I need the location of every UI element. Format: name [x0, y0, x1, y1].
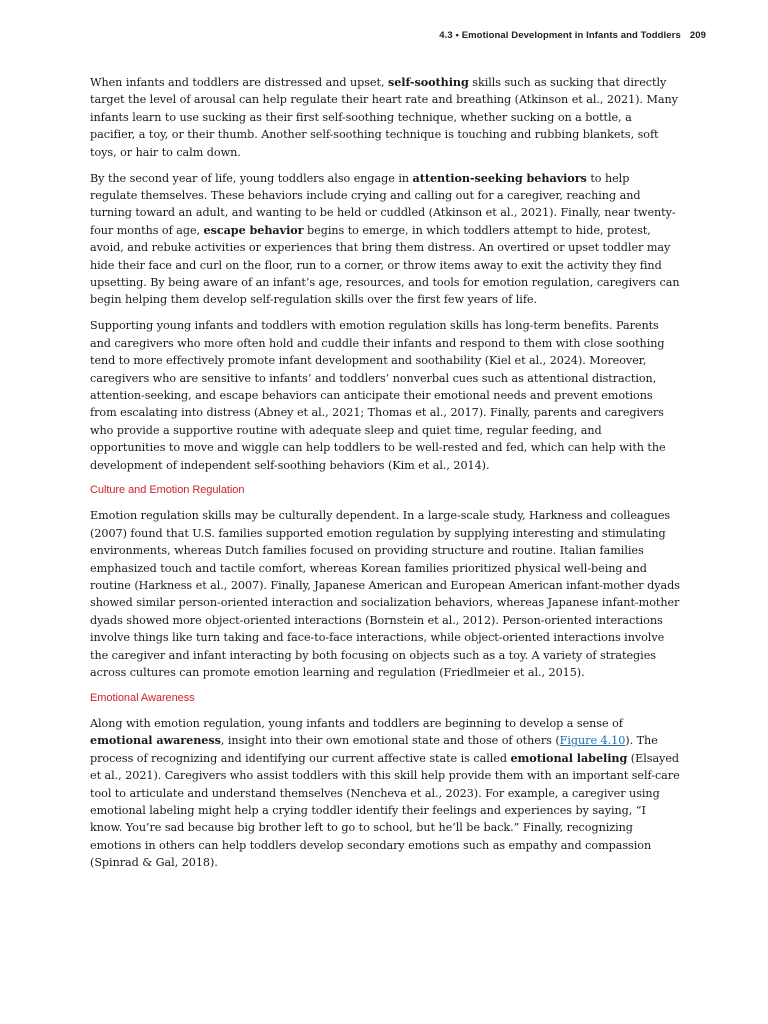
- text-run: begins to emerge, in which toddlers attempt to hide, protest, avoid, and rebuke activities or experiences that bring them distress. An overtired or upset toddler may hide their face and curl on the floor, run to a corner, or throw items away to exit the activity they find upsetting. By being aware of an infant’s age, resources, and tools for emotion regulation, caregivers can begin helping them develop self-regulation skills over the first few years of life.: [90, 223, 680, 307]
- key-term-emotional-awareness: emotional awareness: [90, 733, 221, 748]
- text-run: skills such as sucking that directly target the level of arousal can help regulate their heart rate and breathing (Atkinson et al., 2021). Many infants learn to use sucking as their first self-soothing technique, whether sucking on a bottle, a pacifier, a toy, or their thumb. Another self-soothing technique is touching and rubbing blankets, soft toys, or hair to calm down.: [90, 76, 678, 159]
- paragraph-long-term-benefits: Supporting young infants and toddlers with emotion regulation skills has long-term benefits. Parents and caregivers who more often hold and cuddle their infants and respond to them with close soothing tend to more effectively promote infant development and soothability (Kiel et al., 2024). Moreover, caregivers who are sensitive to infants’ and toddlers’ nonverbal cues such as attentional distraction, attention-seeking, and escape behaviors can anticipate their emotional needs and prevent emotions from escalating into distress (Abney et al., 2021; Thomas et al., 2017). Finally, parents and caregivers who provide a supportive routine with adequate sleep and quiet time, regular feeding, and opportunities to move and wiggle can help toddlers to be well-rested and fed, which can help with the development of independent self-soothing behaviors (Kim et al., 2014).: [90, 319, 666, 472]
- section-heading-emotional-awareness: Emotional Awareness: [90, 692, 195, 704]
- text-run: By the second year of life, young toddlers also engage in: [90, 171, 413, 185]
- text-run: to help regulate themselves. These behaviors include crying and calling out for a caregiver, reaching and turning toward an adult, and wanting to be held or cuddled (Atkinson et al., 2021). Finally, near twenty-four months of age,: [90, 171, 676, 237]
- page-number: 209: [689, 30, 706, 41]
- figure-link[interactable]: Figure 4.10: [559, 734, 626, 748]
- section-heading-culture: Culture and Emotion Regulation: [90, 484, 245, 497]
- key-term-escape-behavior: escape behavior: [203, 222, 304, 237]
- key-term-self-soothing: self-soothing: [387, 75, 469, 89]
- page-body: [90, 74, 680, 880]
- text-run: (Elsayed et al., 2021). Caregivers who assist toddlers with this skill help provide them with an important self-care tool to articulate and understand themselves (Nencheva et al., 2023). For example, a caregiver using emotional labeling might help a crying toddler identify their feelings and experiences by saying, “I know. You’re sad because big brother left to go to school, but he’ll be back.” Finally, recognizing emotions in others can help toddlers develop secondary emotions such as empathy and compassion (Spinrad & Gal, 2018).: [90, 751, 680, 870]
- running-header: [439, 30, 706, 41]
- key-term-emotional-labeling: emotional labeling: [510, 750, 628, 765]
- paragraph-attention-seeking: [90, 170, 680, 309]
- paragraph-emotional-awareness: [90, 715, 680, 872]
- text-run: , insight into their own emotional state and those of others (: [220, 734, 560, 748]
- text-run: Along with emotion regulation, young infants and toddlers are beginning to develop a sense of: [90, 717, 623, 730]
- paragraph-culture: Emotion regulation skills may be culturally dependent. In a large-scale study, Harkness and colleagues (2007) found that U.S. families supported emotion regulation by supplying interesting and stimulating environments, whereas Dutch families focused on providing structure and routine. Italian families emphasized touch and tactile comfort, whereas Korean families prioritized physical well-being and routine (Harkness et al., 2007). Finally, Japanese American and European American infant-mother dyads showed similar person-oriented interaction and socialization behaviors, whereas Japanese infant-mother dyads showed more object-oriented interactions (Bornstein et al., 2012). Person-oriented interactions involve things like turn taking and face-to-face interactions, while object-oriented interactions involve the caregiver and infant interacting by both focusing on objects such as a toy. A variety of strategies across cultures can promote emotion learning and regulation (Friedlmeier et al., 2015).: [90, 509, 680, 680]
- running-title: 4.3 • Emotional Development in Infants and Toddlers: [439, 30, 681, 41]
- text-run: ). The process of recognizing and identifying our current affective state is called: [90, 734, 658, 765]
- key-term-attention-seeking: attention-seeking behaviors: [412, 170, 587, 185]
- text-run: When infants and toddlers are distressed and upset,: [90, 76, 388, 89]
- paragraph-self-soothing: [90, 74, 680, 161]
